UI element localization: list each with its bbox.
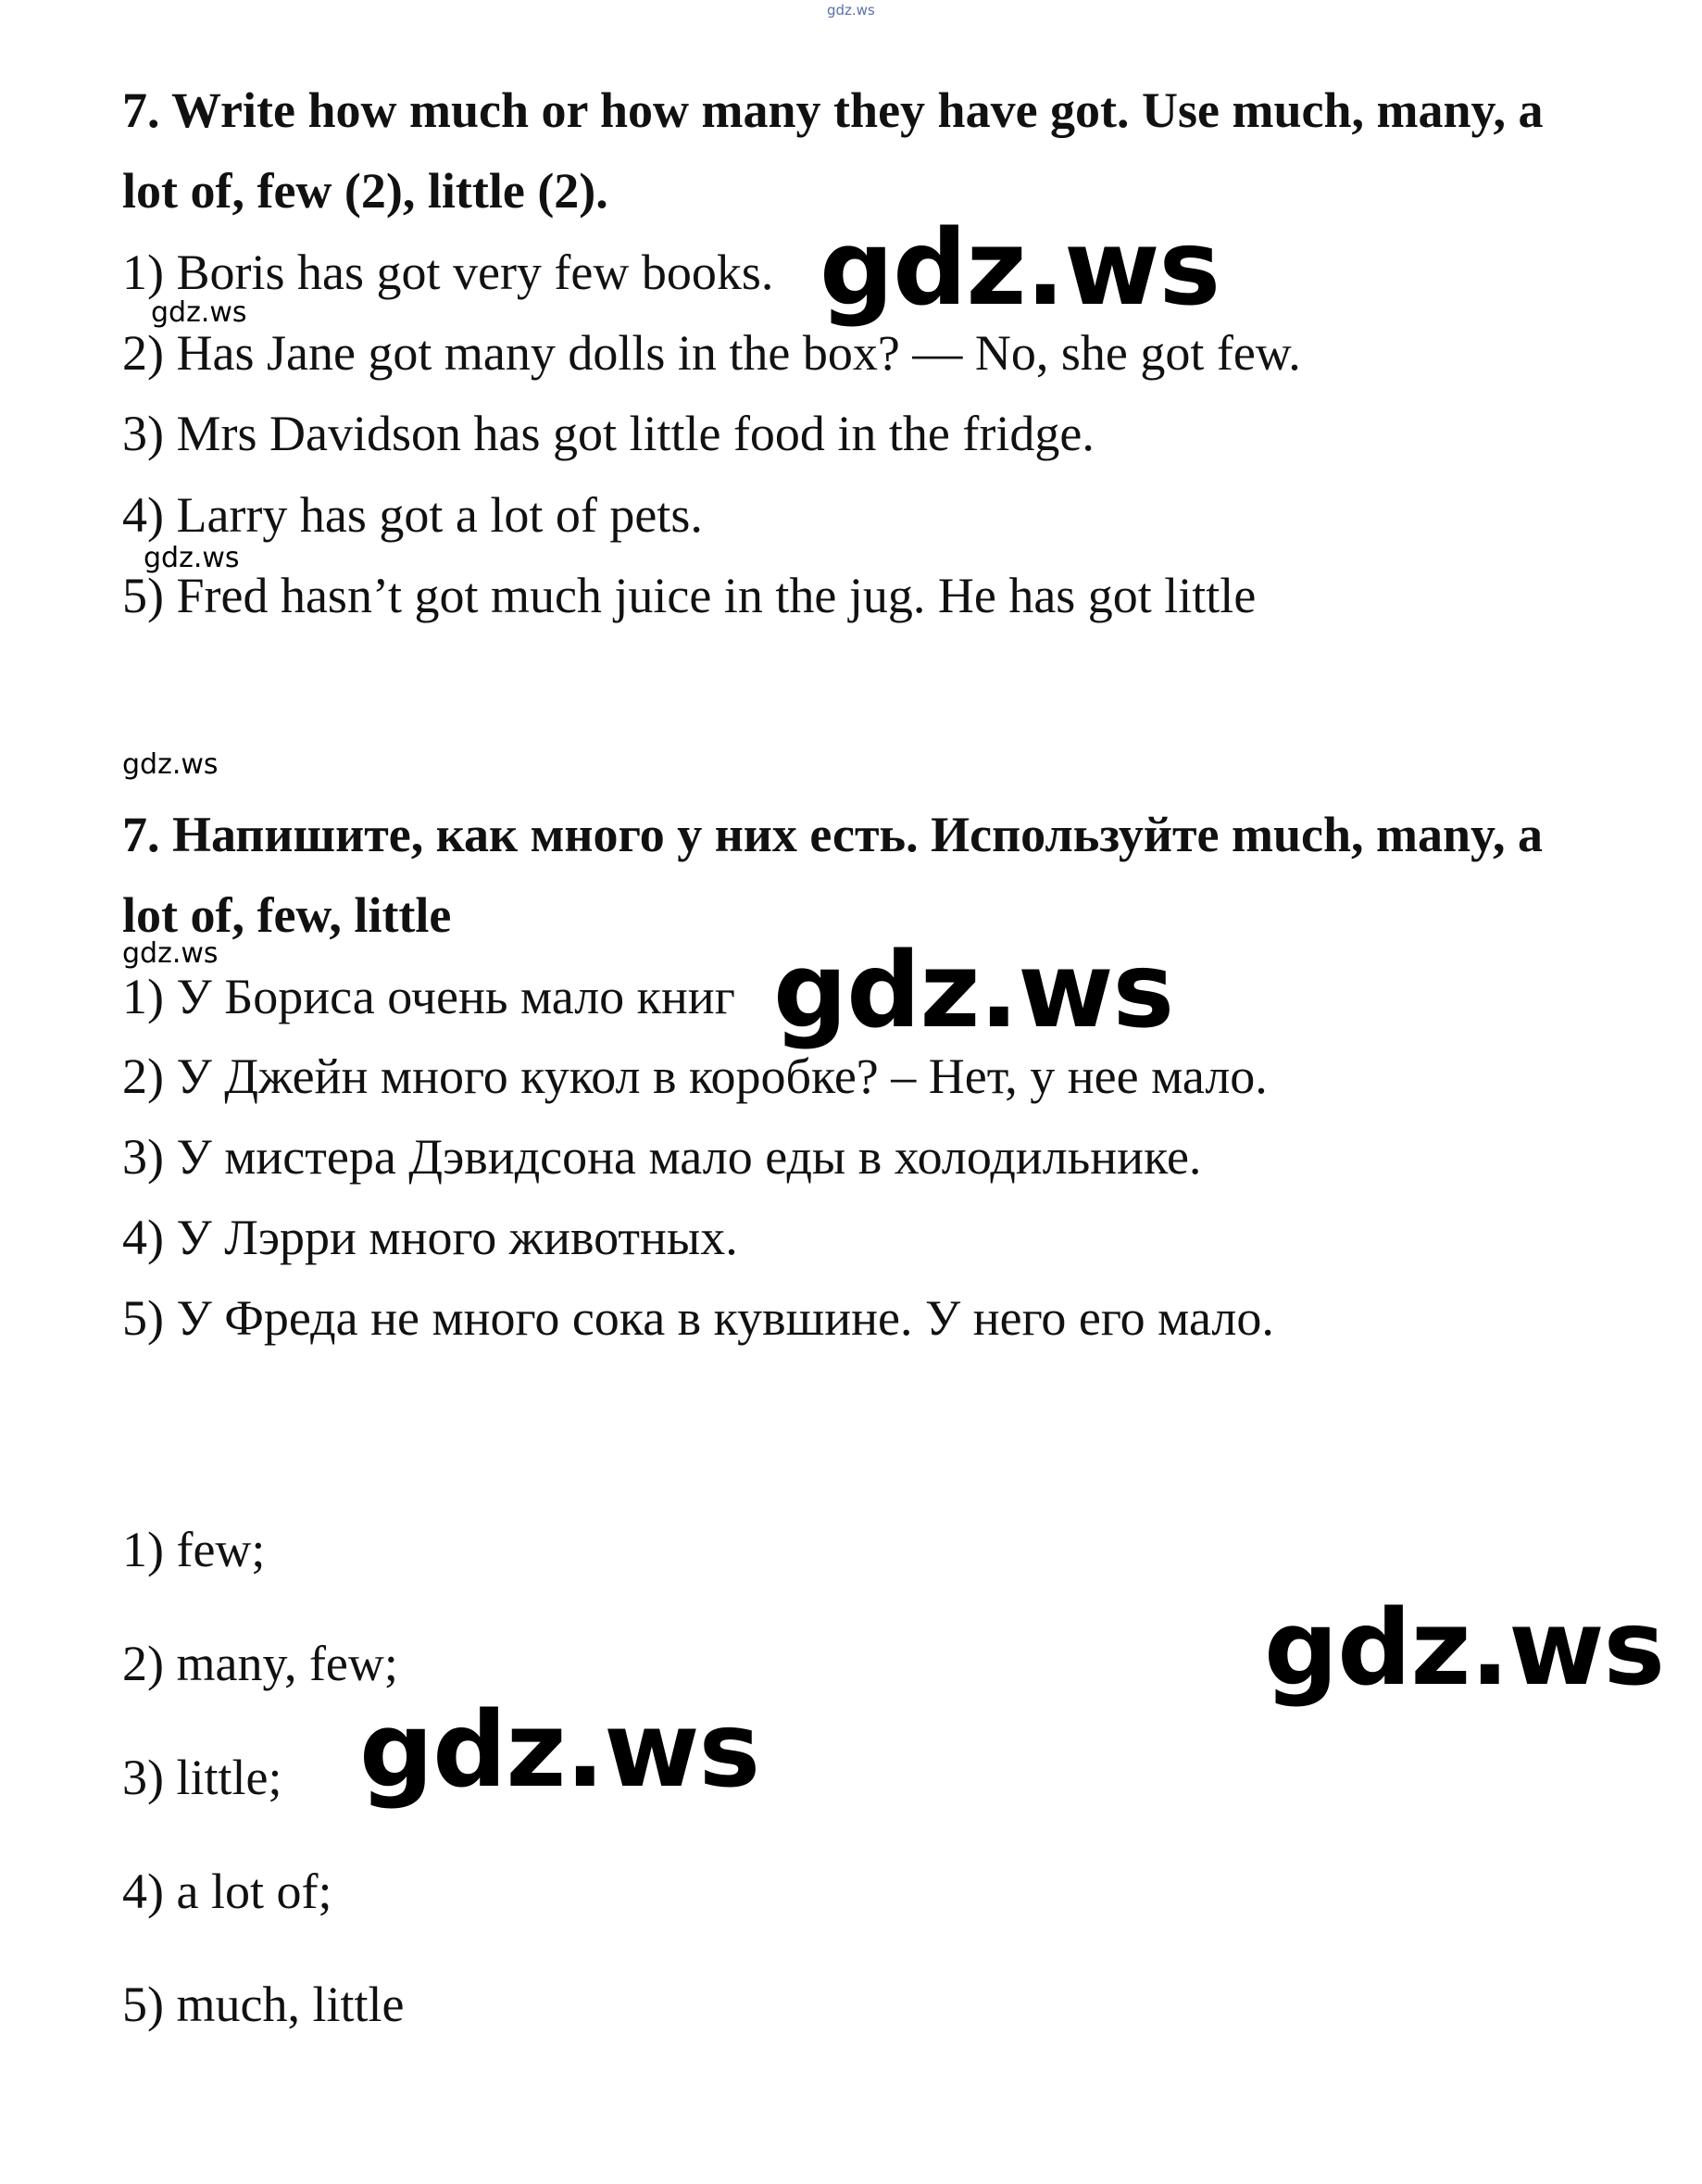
task-heading-en-line1: 7. Write how much or how many they have got. Use much, many, a [122,82,1544,138]
watermark-small: gdz.ws [122,937,219,970]
en-item-2: 2) Has Jane got many dolls in the box? — No, she got few. [122,325,1301,381]
answer-5: 5) much, little [122,1977,405,2032]
ru-item-1: 1) У Бориса очень мало книг [122,969,735,1024]
answer-1: 1) few; [122,1522,266,1577]
watermark-large: gdz.ws [820,208,1220,329]
en-item-4: 4) Larry has got a lot of pets. [122,487,703,543]
task-heading-ru-line1: 7. Напишите, как много у них есть. Используйте much, many, a [122,807,1544,862]
ru-item-3: 3) У мистера Дэвидсона мало еды в холодильнике. [122,1129,1202,1185]
ru-item-2: 2) У Джейн много кукол в коробке? – Нет, у нее мало. [122,1048,1268,1104]
watermark-large: gdz.ws [1264,1588,1665,1709]
en-item-3: 3) Mrs Davidson has got little food in the fridge. [122,406,1095,461]
watermark-small: gdz.ws [151,296,247,329]
watermark-small: gdz.ws [144,542,240,574]
task-heading-ru-line2: lot of, few, little [122,887,452,943]
top-watermark: gdz.ws [827,2,875,19]
task-heading-en-line2: lot of, few (2), little (2). [122,163,608,219]
en-item-5: 5) Fred hasn’t got much juice in the jug. He has got little [122,568,1257,623]
answer-3: 3) little; [122,1750,282,1805]
watermark-small: gdz.ws [122,748,219,781]
watermark-large: gdz.ws [359,1690,760,1811]
answer-4: 4) a lot of; [122,1864,332,1919]
watermark-large: gdz.ws [773,931,1174,1051]
ru-item-5: 5) У Фреда не много сока в кувшине. У него его мало. [122,1290,1274,1346]
answer-2: 2) many, few; [122,1636,398,1691]
ru-item-4: 4) У Лэрри много животных. [122,1210,738,1265]
en-item-1: 1) Boris has got very few books. [122,245,774,300]
